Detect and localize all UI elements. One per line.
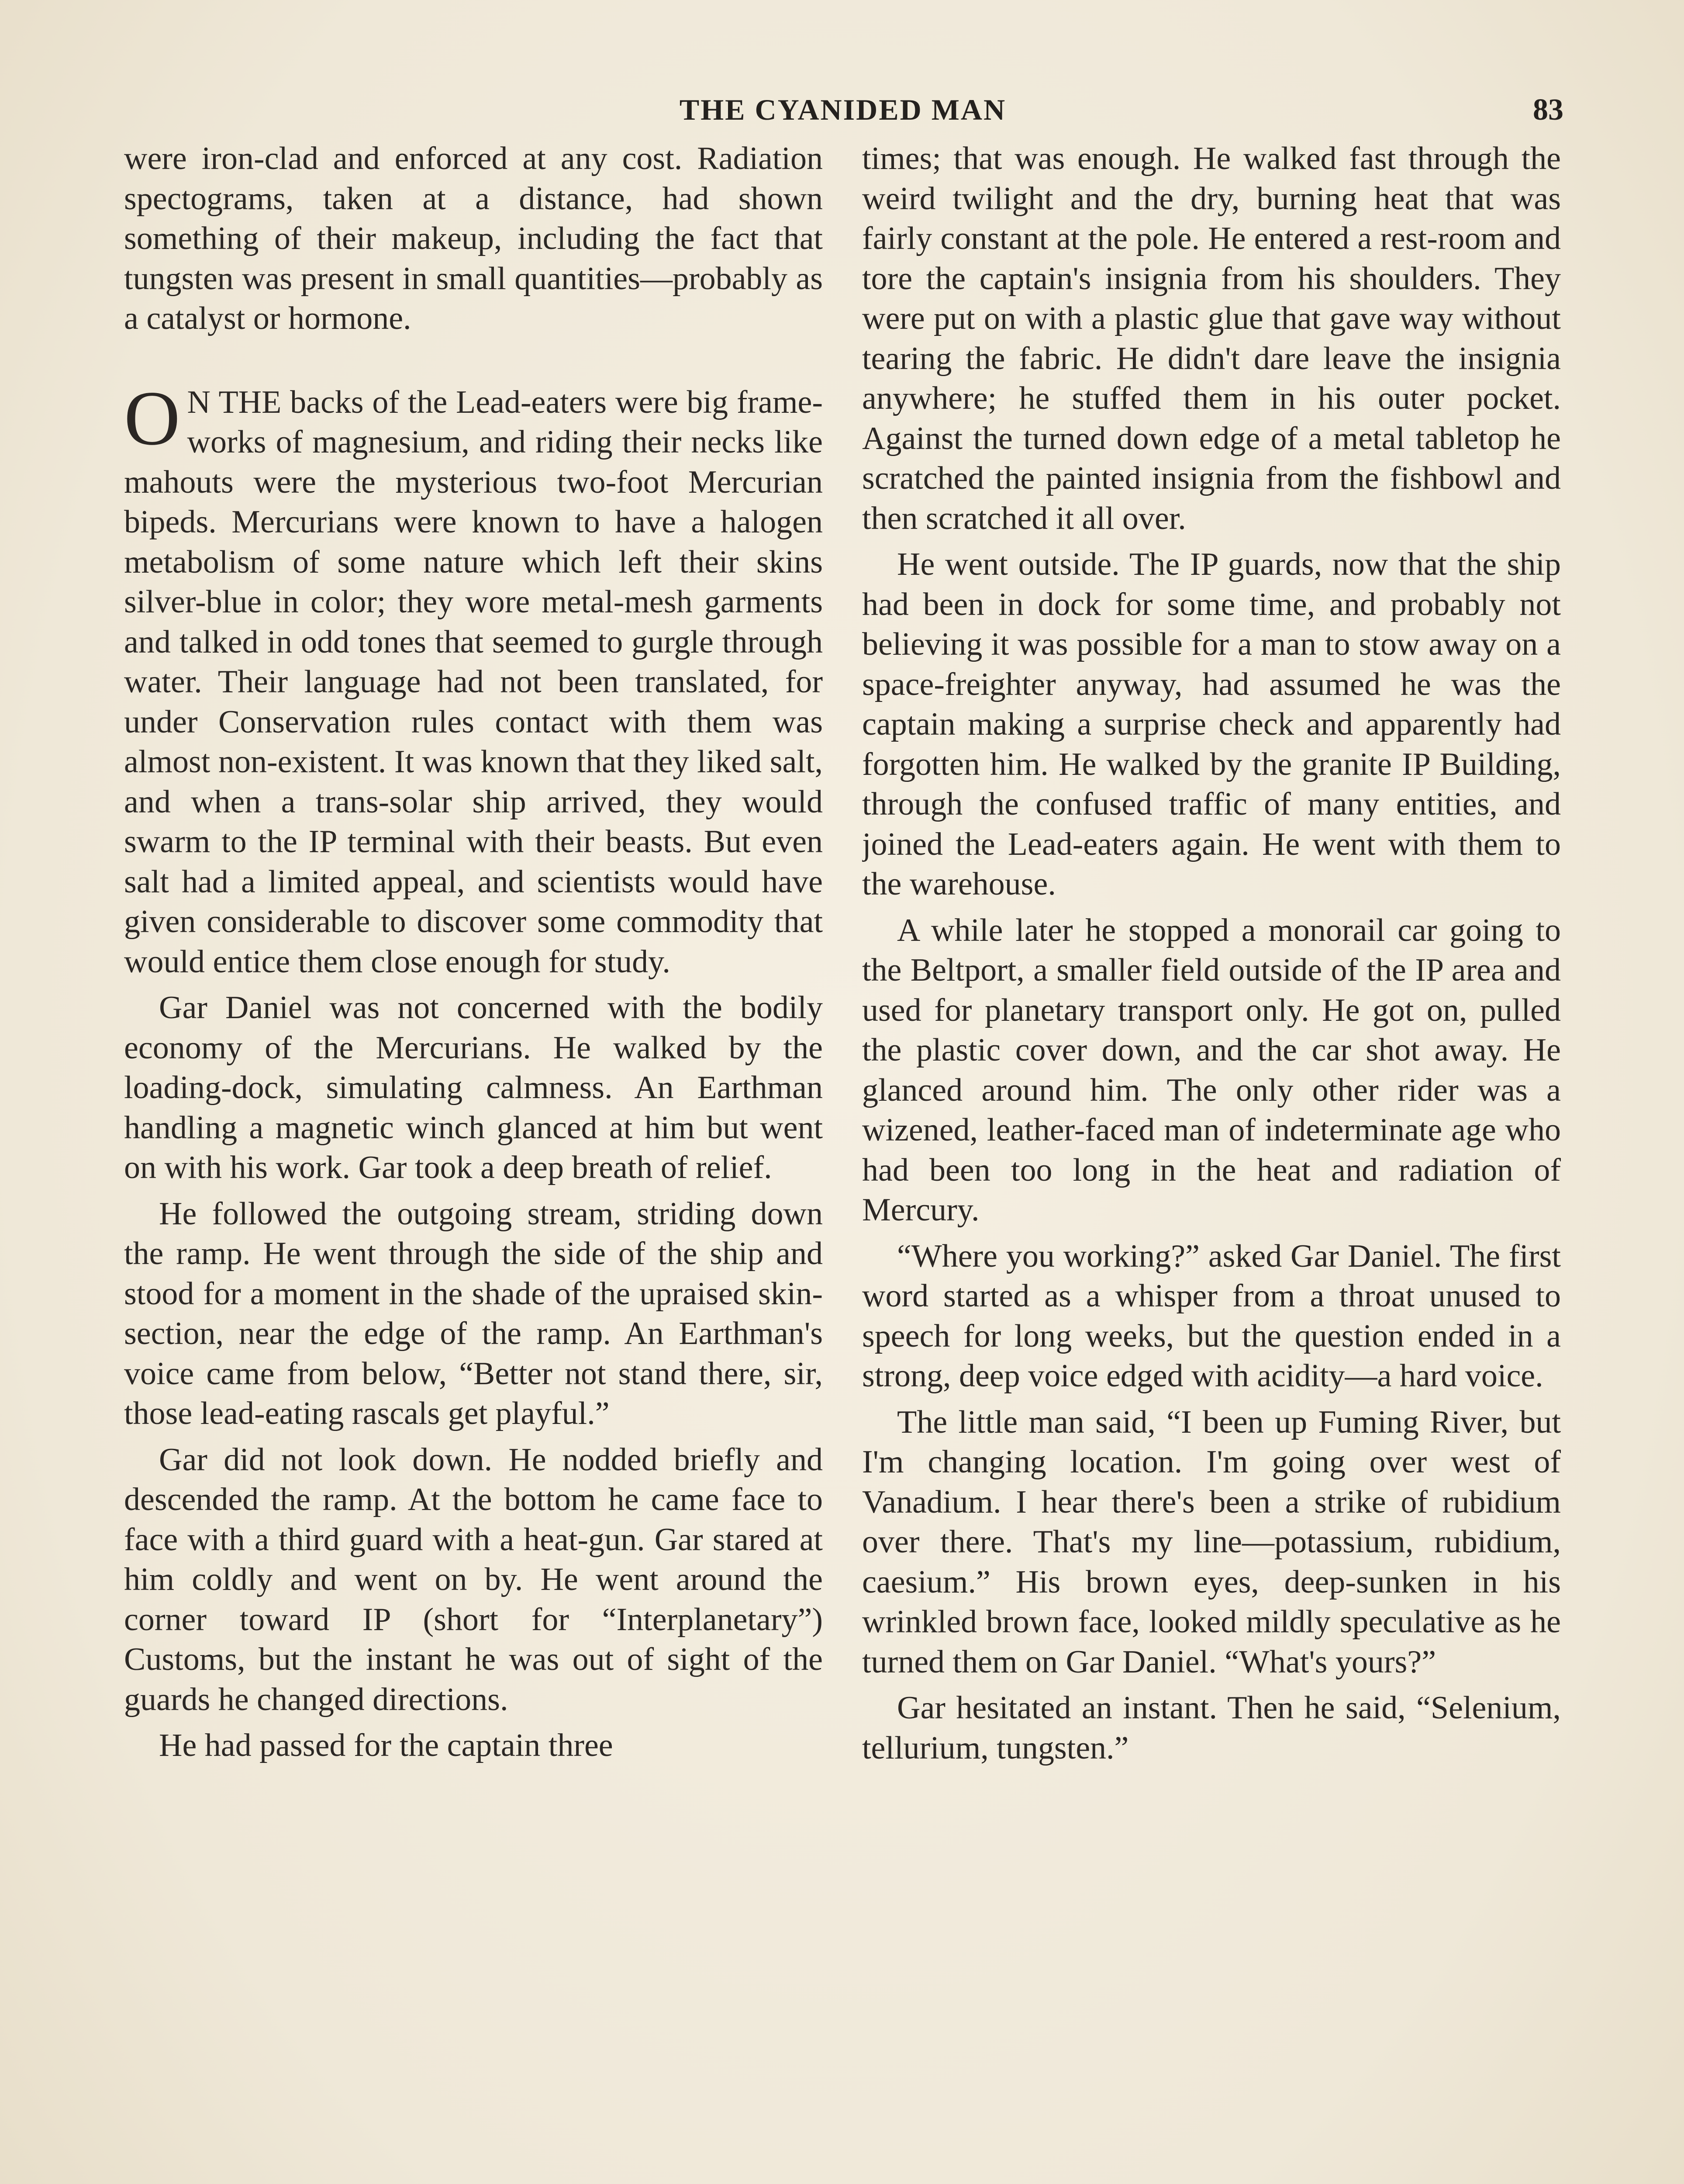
paragraph: He followed the outgoing stream, striding down the ramp. He went through the side of the ship and stood for a moment in the shade of the upraised skin-section, near the edge of the ramp. An Earthman's voice came from below, “Better not stand there, sir, those lead-eating rascals get playful.” <box>124 1196 823 1431</box>
page-header <box>122 93 1563 132</box>
paragraph: Gar did not look down. He nodded briefly and descended the ramp. At the bottom he came face to face with a third guard with a heat-gun. Gar stared at him coldly and went on by. He went around the corner toward IP (short for “Interplanetary”) Customs, but the instant he was out of sight of the guards he changed directions. <box>124 1441 823 1717</box>
page-number: 83 <box>1533 93 1563 127</box>
paragraph: times; that was enough. He walked fast through the weird twilight and the dry, burning heat that was fairly constant at the pole. He entered a rest-room and tore the captain's insignia from his shoulders. They were put on with a plastic glue that gave way without tearing the fabric. He didn't dare leave the insignia anywhere; he stuffed them in his outer pocket. Against the turned down edge of a metal tabletop he scratched the painted insignia from the fishbowl and then scratched it all over. <box>862 141 1561 536</box>
left-column <box>124 139 823 2184</box>
paragraph: A while later he stopped a monorail car going to the Beltport, a smaller field outside of the IP area and used for planetary transport only. He got on, pulled the plastic cover down, and the car shot away. He glanced around him. The only other rider was a wizened, leather-faced man of indeterminate age who had been too long in the heat and radiation of Mercury. <box>862 912 1561 1228</box>
right-column <box>862 139 1561 2184</box>
text-columns <box>124 139 1561 2184</box>
paragraph: “Where you working?” asked Gar Daniel. The first word started as a whisper from a throat unused to speech for long weeks, but the question ended in a strong, deep voice edged with acidity—a hard voice. <box>862 1238 1561 1394</box>
paragraph: Gar Daniel was not concerned with the bodily economy of the Mercurians. He walked by the loading-dock, simulating calmness. An Earthman handling a magnetic winch glanced at him but went on with his work. Gar took a deep breath of relief. <box>124 990 823 1185</box>
paragraph-dropcap <box>124 374 823 982</box>
paragraph: He had passed for the captain three <box>159 1728 613 1763</box>
paragraph: The little man said, “I been up Fuming River, but I'm changing location. I'm going over west of Vanadium. I hear there's been a strike of rubidium over there. That's my line—potassium, rubidium, caesium.” His brown eyes, deep-sunken in his wrinkled brown face, looked mildly speculative as he turned them on Gar Daniel. “What's yours?” <box>862 1404 1561 1680</box>
paragraph: He went outside. The IP guards, now that the ship had been in dock for some time, and probably not believing it was possible for a man to stow away on a space-freighter anyway, had assumed he was the captain making a surprise check and apparently had forgotten him. He walked by the granite IP Building, through the confused traffic of many entities, and joined the Lead-eaters again. He went with them to the warehouse. <box>862 546 1561 902</box>
paragraph-text: N THE backs of the Lead-eaters were big frame-works of magnesium, and riding their necks like mahouts were the mysterious two-foot Mercurian bipeds. Mercurians were known to have a halogen metabolism of some nature which left their skins silver-blue in color; they wore metal-mesh garments and talked in odd tones that seemed to gurgle through water. Their language had not been translated, for under Conservation rules contact with them was almost non-existent. It was known that they liked salt, and when a trans-solar ship arrived, they would swarm to the IP terminal with their beasts. But even salt had a limited appeal, and scientists would have given considerable to discover some commodity that would entice them close enough for study. <box>124 384 823 980</box>
paragraph: were iron-clad and enforced at any cost. Radiation spectograms, taken at a distance, had shown something of their makeup, including the fact that tungsten was present in small quantities—probably as a catalyst or hormone. <box>124 141 823 336</box>
drop-cap-letter: O <box>124 374 180 461</box>
running-title: THE CYANIDED MAN <box>679 93 1007 126</box>
paragraph: Gar hesitated an instant. Then he said, “Selenium, tellurium, tungsten.” <box>862 1690 1561 1766</box>
